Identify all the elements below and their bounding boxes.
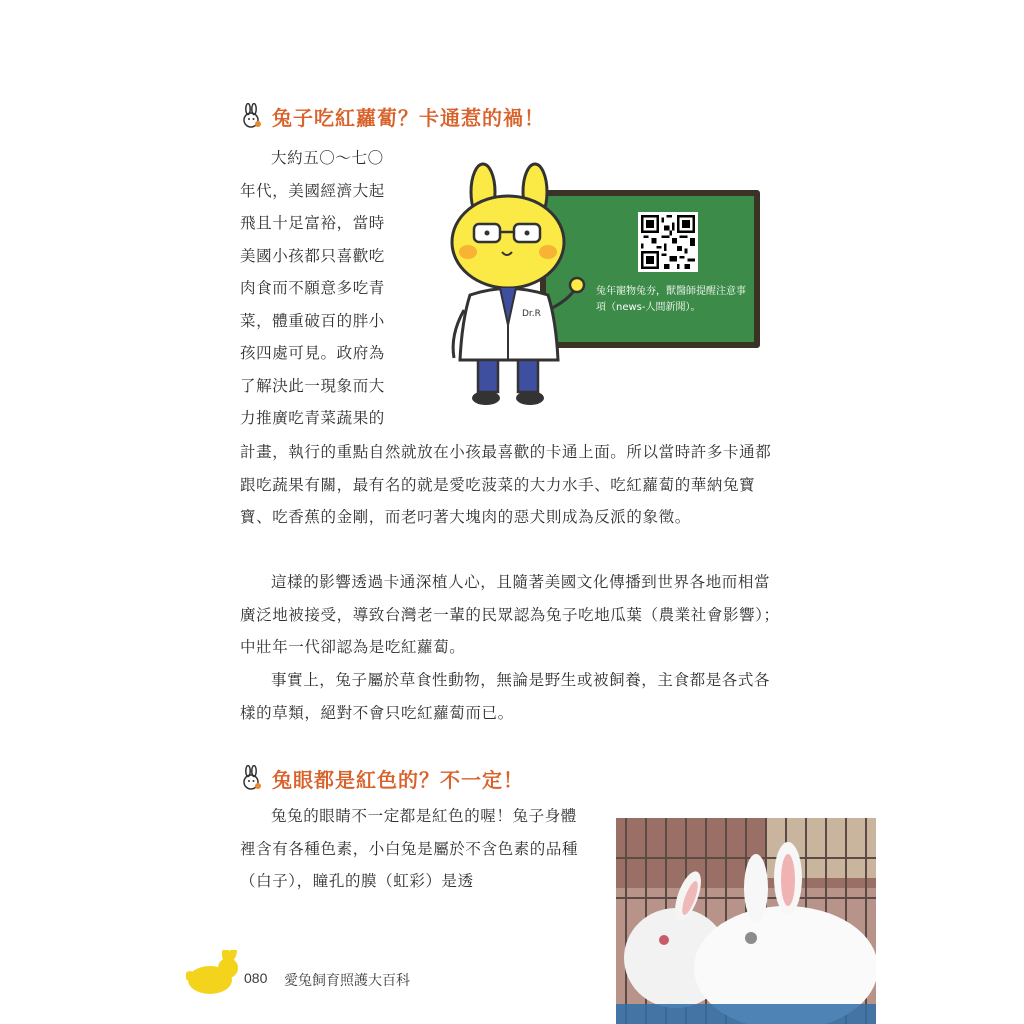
section-heading-text: 兔眼都是紅色的？不一定！ <box>272 767 524 792</box>
text-line: 大約五〇～七〇 <box>271 149 384 167</box>
rabbit-doctor-illustration <box>440 160 590 420</box>
coat-label: Dr.R <box>522 309 541 319</box>
text-line: 孩四處可見。政府為 <box>240 344 385 362</box>
text-line: 飛且十足富裕，當時 <box>240 214 385 232</box>
white-rabbits-photo <box>616 818 876 1024</box>
text-line: 了解決此一現象而大 <box>240 376 385 395</box>
text-line: 菜，體重破百的胖小 <box>240 311 385 330</box>
section-heading-text: 兔子吃紅蘿蔔？卡通惹的禍！ <box>272 105 545 130</box>
footer-bunny-icon <box>186 950 242 996</box>
text-line: 美國小孩都只喜歡吃 <box>240 246 385 265</box>
paragraph-fact: 事實上，兔子屬於草食性動物，無論是野生或被飼養，主食都是各式各樣的草類，絕對不會只吃紅蘿蔔而已。 <box>240 671 771 722</box>
paragraph-influence: 這樣的影響透過卡通深植人心，且隨著美國文化傳播到世界各地而相當廣泛地被接受，導致台灣老一輩的民眾認為兔子吃地瓜葉（農業社會影響）；中壯年一代卻認為是吃紅蘿蔔。 <box>240 573 780 656</box>
book-title: 愛兔飼育照護大百科 <box>284 973 410 989</box>
text-line: 肉食而不願意多吃青 <box>240 279 385 297</box>
page-number: 080 <box>244 970 268 986</box>
bunny-head-icon <box>240 765 264 791</box>
text-line: 年代，美國經濟大起 <box>240 181 385 200</box>
text-line: 力推廣吃青菜蔬果的 <box>240 409 385 427</box>
section-heading-eyes <box>240 760 524 796</box>
bunny-head-icon <box>240 103 264 129</box>
paragraph-intro-continued: 計畫，執行的重點自然就放在小孩最喜歡的卡通上面。所以當時許多卡通都跟吃蔬果有關，最有名的就是愛吃菠菜的大力水手、吃紅蘿蔔的華納兔寶寶、吃香蕉的金剛，而老叼著大塊肉的惡犬則成為反派的象徵。 <box>240 443 772 526</box>
paragraph-intro-narrow <box>240 142 416 435</box>
section-heading-carrot <box>240 98 545 134</box>
paragraph-eyes: 兔兔的眼睛不一定都是紅色的喔！兔子身體裡含有各種色素，小白兔是屬於不含色素的品種（白子），瞳孔的膜（虹彩）是透 <box>240 807 579 890</box>
qr-code-icon[interactable] <box>638 212 698 272</box>
qr-caption: 兔年寵物兔夯，獸醫師提醒注意事項（news-人間新聞）。 <box>596 286 746 313</box>
